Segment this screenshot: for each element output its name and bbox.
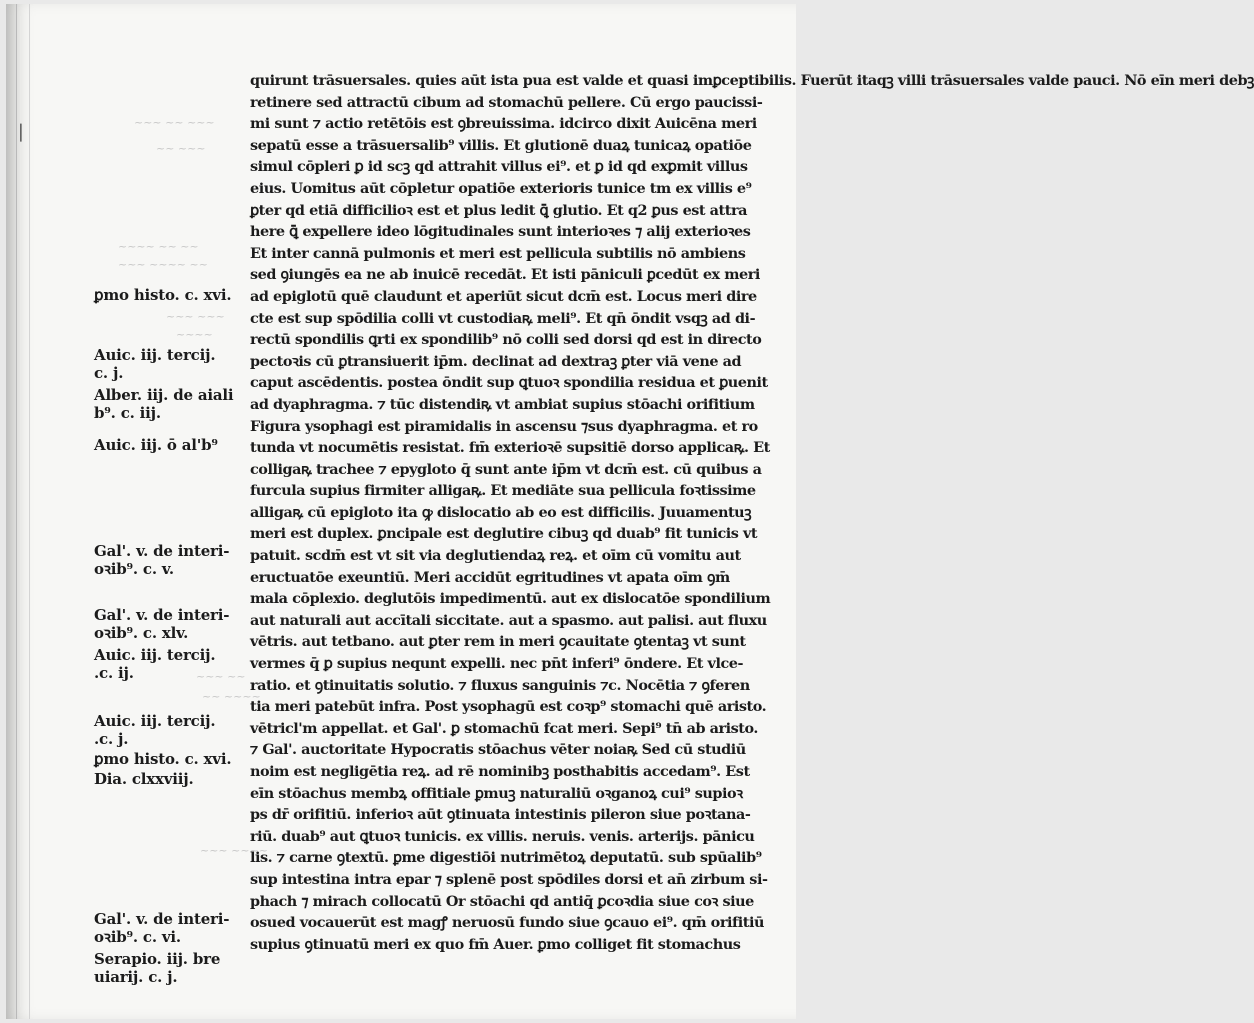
book-page [6, 4, 1254, 1019]
text-line: phach ⁊ mirach collocatū Or stōachi qd antiq̄ ꝑcoꝛdia siue coꝛ siue [250, 892, 754, 910]
text-line: patuit. scdm̄ est vt sit via deglutiendaꝝ reꝝ. et oīm cū vomitu aut [250, 547, 741, 565]
text-line: furcula supius firmiter alligaꝶ. Et mediāte sua pellicula foꝛtissime [250, 482, 756, 500]
show-through-smudge: ~~ ~~~ [156, 142, 206, 155]
text-line: lis. ⁊ carne ꝯtextū. ꝑme digestiōi nutrimētoꝝ deputatū. sub spūalib⁹ [250, 849, 762, 867]
text-line: here ꝗ̄ expellere ideo lōgitudinales sunt interioꝛes ⁊ alij exterioꝛes [250, 223, 751, 241]
main-text-column [250, 70, 1254, 970]
marginal-note: Auic. iij. tercij. .c. j. [94, 712, 216, 748]
marginal-note: Gal'. v. de interi- oꝛib⁹. c. vi. [94, 910, 230, 946]
text-line: Et inter cannā pulmonis et meri est pellicula subtilis nō ambiens [250, 244, 746, 262]
text-line: riū. duab⁹ aut ꝗtuoꝛ tunicis. ex villis. neruis. venis. arterijs. pānicu [250, 827, 755, 845]
show-through-smudge: ~~~ ~~~ [166, 310, 225, 323]
text-line: caput ascēdentis. postea ōndit sup ꝗtuoꝛ spondilia residua et ꝑuenit [250, 374, 768, 392]
text-line: ad dyaphragma. ⁊ tūc distendiꝶ vt ambiat supius stōachi orifitium [250, 395, 755, 413]
show-through-smudge: ~~~ ~~~~ [200, 844, 269, 857]
text-line: aut naturali aut accītali siccitate. aut a spasmo. aut palisi. aut fluxu [250, 611, 767, 629]
marginal-note: ꝑmo histo. c. xvi. [94, 286, 232, 304]
marginal-note: Alber. iij. de aiali b⁹. c. iij. [94, 386, 234, 422]
marginal-note: Serapio. iij. bre uiarij. c. j. [94, 950, 221, 986]
show-through-smudge: ~~~ ~~ [196, 670, 246, 683]
text-line: sed ꝯiungēs ea ne ab inuicē recedāt. Et isti pāniculi ꝑcedūt ex meri [250, 266, 760, 284]
text-line: rectū spondilis ꝗrti ex spondilib⁹ nō colli sed dorsi qd est in directo [250, 331, 762, 349]
text-line: vermes q̄ ꝑ supius nequnt expelli. nec pn̄t inferi⁹ ōndere. Et vlce- [250, 655, 744, 673]
marginal-note: Gal'. v. de interi- oꝛib⁹. c. v. [94, 542, 230, 578]
text-line: eius. Uomitus aūt cōpletur opatiōe exterioris tunice tm ex villis e⁹ [250, 179, 752, 197]
text-line: quirunt trāsuersales. quies aūt ista pua est valde et quasi imꝑceptibilis. Fuerūt itaqꝫ villi trāsuersales valde pauci. Nō eīn meri debꝫ [250, 72, 1254, 89]
text-line: alligaꝶ cū epigloto ita ꝙ dislocatio ab eo est difficilis. Juuamentuꝫ [250, 503, 752, 521]
text-line: colligaꝶ trachee ⁊ epygloto q̄ sunt ante ip̄m vt dcm̄ est. cū quibus a [250, 460, 762, 478]
show-through-smudge: ~~~~ [176, 328, 213, 341]
text-line: sup intestina intra epar ⁊ splenē post spōdiles dorsi et an̄ zirbum si- [250, 870, 768, 888]
text-line: noim est negligētia reꝝ. ad rē nominibꝫ posthabitis accedam⁹. Est [250, 763, 750, 780]
text-line: sepatū esse a trāsuersalib⁹ villis. Et glutionē duaꝝ tunicaꝝ opatiōe [250, 136, 752, 154]
marginal-note: Auic. iij. tercij. .c. ij. [94, 646, 216, 682]
text-line: tunda vt nocumētis resistat. fm̄ exterioꝛē supsitiē dorso applicaꝶ. Et [250, 439, 770, 457]
text-line: ꝑter qd etiā difficilioꝛ est et plus ledit ꝗ̄ glutio. Et q2 ꝑus est attra [250, 201, 747, 219]
text-line: simul cōpleri ꝑ id scꝫ qd attrahit villus ei⁹. et ꝑ id qd exꝑmit villus [250, 158, 748, 176]
text-line: Figura ysophagi est piramidalis in ascensu ⁊sus dyaphragma. et ro [250, 417, 758, 435]
text-line: ad epiglotū quē claudunt et aperiūt sicut dcm̄ est. Locus meri dire [250, 287, 757, 305]
gutter-bracket-mark: ⎸ [20, 122, 38, 143]
marginal-note: ꝑmo histo. c. xvi. [94, 750, 232, 768]
marginal-note: Auic. iij. tercij. c. j. [94, 346, 216, 382]
marginal-note: Gal'. v. de interi- oꝛib⁹. c. xlv. [94, 606, 230, 642]
text-line: eructuatōe exeuntiū. Meri accidūt egritudines vt apata oīm ꝯm̄ [250, 568, 730, 586]
text-line: tia meri patebūt infra. Post ysophagū est coꝛp⁹ stomachi quē aristo. [250, 698, 767, 716]
show-through-smudge: ~~~ ~~~~ ~~ [118, 258, 208, 271]
text-line: meri est duplex. ꝑncipale est deglutire cibuꝫ qd duab⁹ fit tunicis vt [250, 525, 758, 543]
text-line: mi sunt ⁊ actio retētōis est ꝯbreuissima. idcirco dixit Auicēna meri [250, 115, 757, 133]
text-line: ⁊ Gal'. auctoritate Hypocratis stōachus vēter noiaꝶ Sed cū studiū [250, 741, 746, 759]
text-line: vētris. aut tetbano. aut ꝑter rem in meri ꝯcauitate ꝯtentaꝫ vt sunt [250, 633, 746, 651]
marginal-note: Dia. clxxviij. [94, 770, 194, 788]
text-line: vētricl'm appellat. et Gal'. ꝑ stomachū fcat meri. Sepi⁹ tn̄ ab aristo. [250, 719, 758, 737]
text-line: retinere sed attractū cibum ad stomachū pellere. Cū ergo paucissi- [250, 93, 763, 111]
marginal-note: Auic. iij. ō al'b⁹ [94, 436, 218, 454]
text-line: eīn stōachus membꝝ offitiale ꝑmuꝫ naturaliū oꝛganoꝝ cui⁹ supioꝛ [250, 784, 743, 802]
text-line: mala cōplexio. deglutōis impedimentū. aut ex dislocatōe spondilium [250, 590, 771, 608]
text-line: ps dr̄ orifitiū. inferioꝛ aūt ꝯtinuata intestinis pileron siue poꝛtana- [250, 806, 751, 824]
text-line: pectoꝛis cū ꝑtransiuerit ip̄m. declinat ad dextraꝫ ꝑter viā vene ad [250, 352, 742, 370]
show-through-smudge: ~~~ ~~ ~~~ [134, 116, 215, 129]
text-line: ratio. et ꝯtinuitatis solutio. ⁊ fluxus sanguinis ⁊c. Nocētia ⁊ ꝯferen [250, 676, 750, 694]
text-line: cte est sup spōdilia colli vt custodiaꝶ meli⁹. Et qn̄ ōndit vsqꝫ ad di- [250, 309, 756, 327]
show-through-smudge: ~~~~ ~~ ~~ [118, 240, 199, 253]
text-line: osued vocauerūt est magꝭ neruosū fundo siue ꝯcauo ei⁹. qm̄ orifitiū [250, 914, 764, 932]
binding-gutter [16, 4, 30, 1019]
text-line: supius ꝯtinuatū meri ex quo fm̄ Auer. ꝑmo colliget fit stomachus [250, 935, 741, 953]
show-through-smudge: ~~ ~~~~ [202, 690, 261, 703]
